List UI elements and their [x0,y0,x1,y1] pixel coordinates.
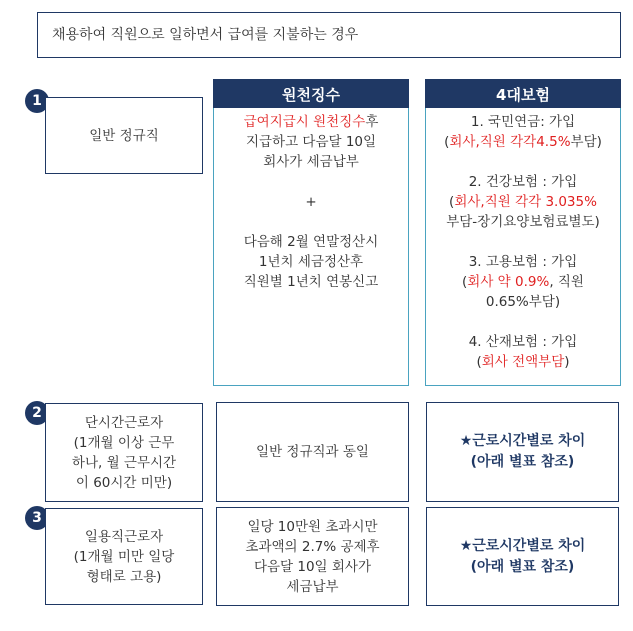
withholding-text: 지급하고 다음달 10일 [245,134,377,150]
paren: ( [449,194,455,210]
insurance-health-title: 2. 건강보험 : 가입 [468,174,578,190]
row-label-regular [45,97,203,174]
row-label-daily [45,508,203,605]
insurance-note: ★근로시간별로 차이 [459,537,586,554]
header-withholding: 원천징수 [213,79,409,109]
label-line: 이 60시간 미만) [75,474,173,491]
plus-sign: + [305,194,317,210]
insurance-cell-daily [426,507,619,606]
employment-note: 0.65%부담) [485,294,561,310]
employment-rest: , 직원 [549,274,584,290]
withholding-text: 1년치 세금정산후 [258,254,364,270]
health-rate: 회사,직원 각각 3.035% [454,194,597,210]
paren: ( [462,274,468,290]
row-label-parttime [45,403,203,502]
label-line: 단시간근로자 [84,414,164,431]
withholding-cell-daily [216,507,409,606]
withholding-text: 후 [365,114,379,130]
withholding-cell-regular [213,108,409,386]
label-line: 형태로 고용) [86,568,162,585]
withholding-highlight: 급여지급시 원천징수 [243,114,366,130]
employment-rate: 회사 약 0.9% [467,274,550,290]
insurance-employment-title: 3. 고용보험 : 가입 [468,254,578,270]
header-insurance: 4대보험 [425,79,621,109]
withholding-text: 다음달 10일 회사가 [253,558,372,575]
withholding-text: 세금납부 [286,578,339,595]
paren: 부담) [570,134,602,150]
insurance-accident-title: 4. 산재보험 : 가입 [468,334,578,350]
paren: ( [444,134,450,150]
insurance-cell-regular [425,108,621,386]
label-line: 하나, 월 근무시간 [71,454,177,471]
row-number-2: 2 [25,401,49,425]
pension-rate: 회사,직원 각각4.5% [449,134,571,150]
withholding-text: 다음해 2월 연말정산시 [243,234,379,250]
label-line: (1개월 이상 근무 [73,434,175,451]
accident-rate: 회사 전액부담 [481,354,565,370]
title-box [37,12,621,58]
withholding-text: 일반 정규직과 동일 [256,444,369,460]
paren: ) [564,354,570,370]
withholding-text: 일당 10만원 초과시만 [247,518,378,535]
health-note: 부담-장기요양보험료별도) [446,214,600,230]
insurance-note: ★근로시간별로 차이 [459,433,586,449]
insurance-note: (아래 별표 참조) [470,454,575,470]
withholding-text: 회사가 세금납부 [263,154,359,170]
row-number-1: 1 [25,89,49,113]
insurance-note: (아래 별표 참조) [470,558,575,575]
page-title: 채용하여 직원으로 일하면서 급여를 지불하는 경우 [52,27,359,43]
insurance-pension-title: 1. 국민연금: 가입 [470,114,576,130]
label-line: 일용직근로자 [84,528,164,545]
row-label-text: 일반 정규직 [89,127,159,144]
insurance-cell-parttime [426,402,619,502]
paren: ( [476,354,482,370]
withholding-text: 초과액의 2.7% 공제후 [245,538,380,555]
row-number-3: 3 [25,506,49,530]
withholding-text: 직원별 1년치 연봉신고 [243,274,379,290]
label-line: (1개월 미만 일당 [73,548,175,565]
withholding-cell-parttime [216,402,409,502]
